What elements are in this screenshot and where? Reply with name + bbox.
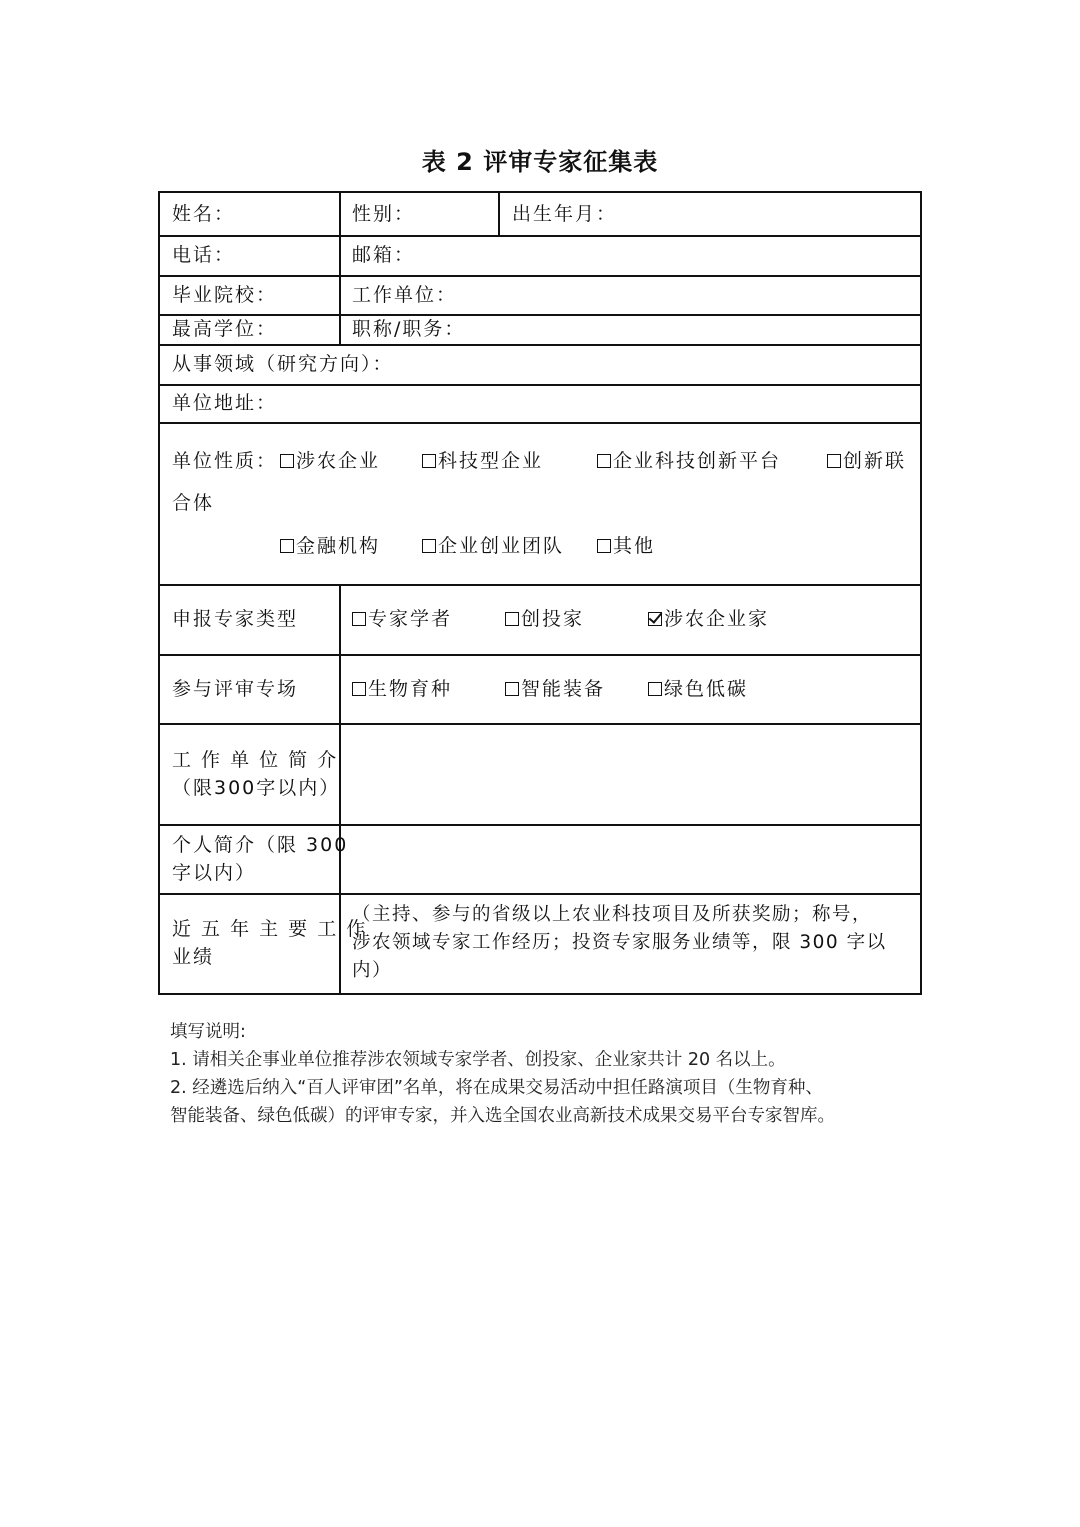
row-divider: [160, 384, 920, 386]
expert-type-option[interactable]: 创投家: [505, 605, 584, 633]
instructions-heading: 填写说明:: [170, 1022, 246, 1042]
phone-label: 电话：: [172, 244, 236, 266]
unit-nature-option[interactable]: 科技型企业: [422, 447, 543, 475]
checkbox-icon: [597, 454, 611, 468]
checkbox-icon: [280, 454, 294, 468]
unit-nature-option[interactable]: 企业创业团队: [422, 532, 564, 560]
review-session-option[interactable]: 生物育种: [352, 675, 452, 703]
row-divider: [160, 584, 920, 586]
birth-label: 出生年月：: [512, 203, 618, 225]
unit-nature-option[interactable]: 涉农企业: [280, 447, 380, 475]
unit-nature-option[interactable]: 金融机构: [280, 532, 380, 560]
field-label: 从事领域（研究方向）：: [172, 353, 394, 375]
column-divider: [498, 193, 500, 236]
unit-intro-limit: （限300字以内）: [172, 777, 341, 799]
title-position-label: 职称/职务：: [352, 318, 466, 340]
unit-nature-option[interactable]: 创新联: [827, 447, 906, 475]
row-divider: [160, 723, 920, 725]
name-label: 姓名：: [172, 203, 236, 225]
expert-type-option[interactable]: 涉农企业家: [648, 605, 769, 633]
review-session-option[interactable]: 绿色低碳: [648, 675, 748, 703]
unit-intro-label: 工 作 单 位 简 介: [172, 749, 339, 771]
row-divider: [160, 275, 920, 277]
row-divider: [160, 344, 920, 346]
checked-checkbox-icon: [648, 612, 662, 626]
instruction-item: 1. 请相关企事业单位推荐涉农领域专家学者、创投家、企业家共计 20 名以上。: [170, 1050, 786, 1070]
expert-type-label: 申报专家类型: [172, 608, 299, 630]
row-divider: [160, 824, 920, 826]
school-label: 毕业院校：: [172, 284, 278, 306]
degree-label: 最高学位：: [172, 318, 278, 340]
personal-intro-label: 个人简介（限 300: [172, 834, 349, 856]
row-divider: [160, 654, 920, 656]
achievements-hint: 涉农领域专家工作经历；投资专家服务业绩等，限 300 字以: [352, 932, 887, 953]
checkbox-icon: [505, 682, 519, 696]
column-divider: [339, 193, 341, 345]
unit-nature-option[interactable]: 其他: [597, 532, 655, 560]
email-label: 邮箱：: [352, 244, 416, 266]
instruction-item: 2. 经遴选后纳入“百人评审团”名单，将在成果交易活动中担任路演项目（生物育种、: [170, 1078, 823, 1098]
review-session-label: 参与评审专场: [172, 678, 299, 700]
checkbox-icon: [827, 454, 841, 468]
row-divider: [160, 893, 920, 895]
checkbox-icon: [352, 682, 366, 696]
checkbox-icon: [422, 454, 436, 468]
row-divider: [160, 235, 920, 237]
achievements-hint: （主持、参与的省级以上农业科技项目及所获奖励；称号，: [352, 904, 873, 925]
form-title: 表 2 评审专家征集表: [421, 148, 659, 176]
personal-intro-limit: 字以内）: [172, 862, 257, 884]
address-label: 单位地址：: [172, 392, 278, 414]
checkbox-icon: [648, 682, 662, 696]
achievements-label: 近 五 年 主 要 工 作: [172, 918, 368, 940]
unit-nature-label: 单位性质：: [172, 450, 278, 472]
instruction-item: 智能装备、绿色低碳）的评审专家，并入选全国农业高新技术成果交易平台专家智库。: [170, 1106, 835, 1126]
unit-nature-option[interactable]: 企业科技创新平台: [597, 447, 781, 475]
unit-nature-label-continued: 合体: [172, 492, 215, 514]
row-divider: [160, 422, 920, 424]
instructions: [170, 1018, 930, 1130]
review-session-option[interactable]: 智能装备: [505, 675, 605, 703]
expert-type-option[interactable]: 专家学者: [352, 605, 452, 633]
checkbox-icon: [505, 612, 519, 626]
gender-label: 性别：: [352, 203, 416, 225]
checkbox-icon: [597, 539, 611, 553]
achievements-hint: 内）: [352, 960, 393, 981]
checkbox-icon: [280, 539, 294, 553]
workplace-label: 工作单位：: [352, 284, 458, 306]
achievements-label-continued: 业绩: [172, 946, 215, 968]
checkbox-icon: [352, 612, 366, 626]
checkbox-icon: [422, 539, 436, 553]
expert-form-table: [158, 191, 922, 995]
